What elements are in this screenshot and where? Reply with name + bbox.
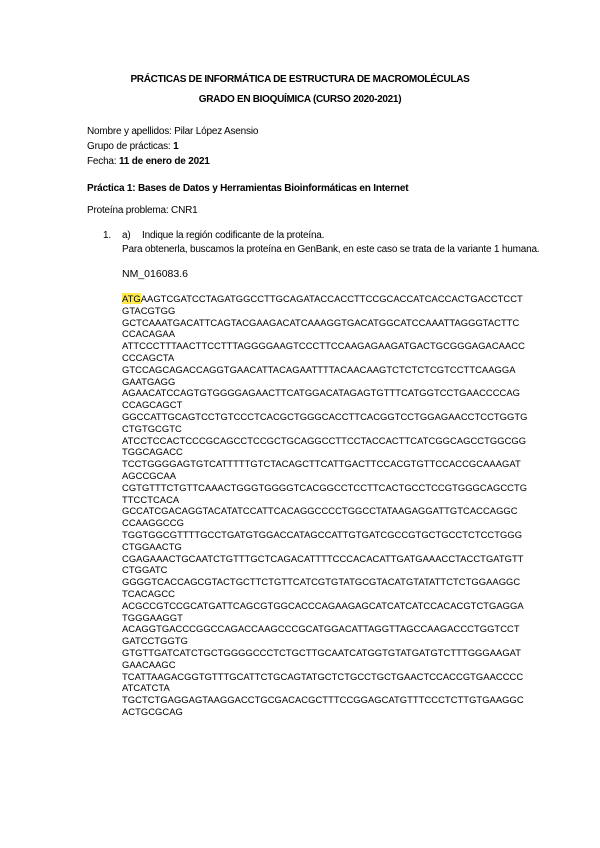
- sequence-line: CGTGTTTCTGTTCAAACTGGGTGGGGTCACGGCCTCCTTCACTGCCTCCGTGGGCAGCCTG: [122, 481, 528, 493]
- group-value: 1: [173, 141, 179, 152]
- sequence-line: TCATTAAGACGGTGTTTGCATTCTGCAGTATGCTCTGCCTGCTGAACTCCACCGTGAACCCC: [122, 670, 524, 682]
- sequence-line: GTACGTGG: [122, 304, 176, 316]
- sequence-line: CCACAGAA: [122, 328, 176, 340]
- sequence-line: GTCCAGCAGACCAGGTGAACATTACAGAATTTTACAACAAGTCTCTCTCGTCCTTCAAGGA: [122, 363, 516, 375]
- sequence-line: TGCTCTGAGGAGTAAGGACCTGCGACACGCTTTCCGGAGCATGTTTCCCTCTTGTGAAGGC: [122, 694, 524, 706]
- sequence-line: CCAGCAGCT: [122, 399, 183, 411]
- document-title-line1: PRÁCTICAS DE INFORMÁTICA DE ESTRUCTURA DE MACROMOLÉCULAS: [130, 74, 470, 85]
- date-row: [87, 156, 210, 167]
- sequence-line: ATCCTCCACTCCCGCAGCCTCCGCTGCAGGCCTTCCTACCACTTCATCGGCAGCCTGGCGG: [122, 434, 527, 446]
- date-label: Fecha:: [87, 156, 117, 167]
- question-number: 1.: [103, 230, 111, 241]
- sequence-lines: [122, 304, 528, 718]
- accession-number: NM_016083.6: [122, 268, 188, 280]
- start-codon-highlight: ATG: [122, 293, 141, 304]
- date-value: 11 de enero de 2021: [118, 156, 210, 167]
- question-answer: Para obtenerla, buscamos la proteína en GenBank, en este caso se trata de la variante 1 humana.: [122, 244, 540, 255]
- practice-heading: Práctica 1: Bases de Datos y Herramientas Bioinformáticas en Internet: [87, 183, 409, 194]
- sequence-line: GTGTTGATCATCTGCTGGGGCCCTCTGCTTGCAATCATGGTGTATGATGTCTTTGGGAAGAT: [122, 646, 522, 658]
- sequence-line: GGGGTCACCAGCGTACTGCTTCTGTTCATCGTGTATGCGTACATGTATATTCTCTGGAAGGC: [122, 576, 521, 588]
- sequence-line: TGGTGGCGTTTTGCCTGATGTGGACCATAGCCATTGTGATCGCCGTGCTGCCTCTCCTGGG: [122, 528, 523, 540]
- sequence-line: GAATGAGG: [122, 375, 176, 387]
- sequence-line: ATCATCTA: [122, 682, 170, 694]
- question-text: Indique la región codificante de la proteína.: [142, 230, 325, 241]
- sequence-line: TTCCTCACA: [122, 493, 180, 505]
- sequence-line: CTGTGCGTC: [122, 422, 182, 434]
- sequence-line: TGGGAAGGT: [122, 611, 183, 623]
- sequence-line: TCACAGCC: [122, 587, 176, 599]
- sequence-line: TCCTGGGGAGTGTCATTTTTGTCTACAGCTTCATTGACTTCCACGTGTTCCACCGCAAAGAT: [122, 458, 521, 470]
- sequence-line: GCTCAAATGACATTCAGTACGAAGACATCAAAGGTGACATGGCATCCAAATTAGGGTACTTC: [122, 316, 520, 328]
- sequence-line: GAACAAGC: [122, 658, 176, 670]
- sequence-line: ACTGCGCAG: [122, 705, 183, 717]
- sequence-line: AGCCGCAA: [122, 469, 177, 481]
- sequence-line: TGGCAGACC: [122, 446, 183, 458]
- sequence-line: CCCAGCTA: [122, 351, 175, 363]
- protein-row: [87, 205, 197, 216]
- sequence-line: CCAAGGCCG: [122, 517, 184, 529]
- sequence-line: ACAGGTGACCCGGCCAGACCAAGCCCGCATGGACATTAGGTTAGCCAAGACCCTGGTCCT: [122, 623, 520, 635]
- sequence-line: CGAGAAACTGCAATCTGTTTGCTCAGACATTTTCCCACACATTGATGAAACCTACCTGATGTT: [122, 552, 524, 564]
- coding-sequence: [122, 293, 528, 718]
- name-value: Pilar López Asensio: [174, 126, 259, 137]
- sequence-line: ATTCCCTTTAACTTCCTTTAGGGGAAGTCCCTTCCAAGAGAAGATGACTGCGGGAGACAACC: [122, 340, 525, 352]
- sequence-line: AGAACATCCAGTGTGGGGAGAACTTCATGGACATAGAGTGTTTCATGGTCCTGAACCCCAG: [122, 387, 521, 399]
- question-letter: a): [122, 230, 131, 241]
- sequence-line: GGCCATTGCAGTCCTGTCCCTCACGCTGGGCACCTTCACGGTCCTGGAGAACCTCCTGGTG: [122, 410, 528, 422]
- sequence-line: GCCATCGACAGGTACATATCCATTCACAGGCCCCTGGCCTATAAGAGGATTGTCACCAGGC: [122, 505, 518, 517]
- name-label: Nombre y apellidos:: [87, 126, 172, 137]
- group-label: Grupo de prácticas:: [87, 141, 171, 152]
- name-row: [87, 126, 258, 137]
- sequence-first-line-rest: AAGTCGATCCTAGATGGCCTTGCAGATACCACCTTCCGCACCATCACCACTGACCTCCT: [140, 293, 523, 304]
- group-row: [87, 141, 178, 152]
- sequence-line: CTGGAACTG: [122, 540, 182, 552]
- sequence-line: CTGGATC: [122, 564, 168, 576]
- sequence-first-line: [122, 293, 522, 305]
- protein-label: Proteína problema:: [87, 205, 169, 216]
- protein-value: CNR1: [171, 205, 198, 216]
- sequence-line: ACGCCGTCCGCATGATTCAGCGTGGCACCCAGAAGAGCATCATCATCCACACGTCTGAGGA: [122, 599, 524, 611]
- document-title-line2: GRADO EN BIOQUÍMICA (CURSO 2020-2021): [198, 94, 402, 105]
- sequence-line: GATCCTGGTG: [122, 635, 188, 647]
